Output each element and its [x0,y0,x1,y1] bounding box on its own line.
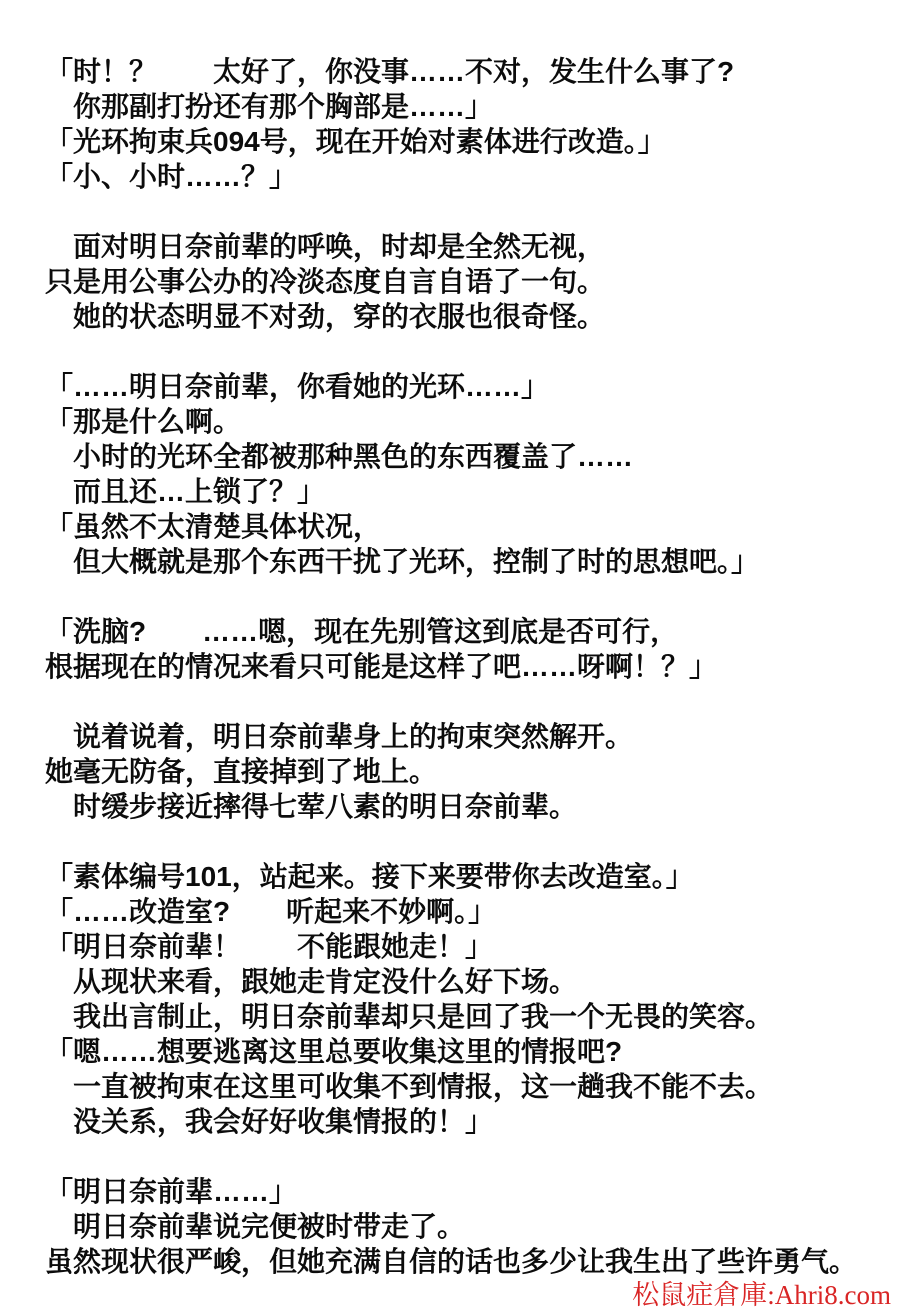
story-line: 「……改造室? 听起来不妙啊。」 [45,896,497,927]
story-line: 虽然现状很严峻，但她充满自信的话也多少让我生出了些许勇气。 [45,1246,858,1277]
paragraph-gap [45,334,885,369]
story-line: 而且还…上锁了？」 [45,476,326,507]
watermark: 松鼠症倉庫:Ahri8.com [632,1280,891,1310]
story-line: 时缓步接近摔得七荤八素的明日奈前辈。 [45,791,578,822]
story-line: 只是用公事公办的冷淡态度自言自语了一句。 [45,266,606,297]
story-line: 明日奈前辈说完便被时带走了。 [45,1211,466,1242]
story-line: 「光环拘束兵094号，现在开始对素体进行改造。」 [45,126,666,157]
story-line: 「明日奈前辈……」 [45,1176,298,1207]
story-line: 「素体编号101，站起来。接下来要带你去改造室。」 [45,861,694,892]
story-line: 「……明日奈前辈，你看她的光环……」 [45,371,550,402]
story-text [45,54,885,1279]
paragraph-gap [45,1139,885,1174]
story-line: 面对明日奈前辈的呼唤，时却是全然无视， [45,231,606,262]
story-line: 她毫无防备，直接掉到了地上。 [45,756,438,787]
story-line: 没关系，我会好好收集情报的！」 [45,1106,494,1137]
story-line: 你那副打扮还有那个胸部是……」 [45,91,494,122]
story-line: 「小、小时……？」 [45,161,298,192]
story-line: 根据现在的情况来看只可能是这样了吧……呀啊！？」 [45,651,718,682]
paragraph-gap [45,684,885,719]
story-line: 「洗脑? ……嗯，现在先别管这到底是否可行， [45,616,679,647]
paragraph-gap [45,579,885,614]
story-line: 从现状来看，跟她走肯定没什么好下场。 [45,966,578,997]
story-line: 小时的光环全都被那种黑色的东西覆盖了…… [45,441,634,472]
paragraph-gap [45,824,885,859]
story-line: 「时！？ 太好了，你没事……不对，发生什么事了? [45,56,735,87]
story-line: 说着说着，明日奈前辈身上的拘束突然解开。 [45,721,634,752]
story-line: 「虽然不太清楚具体状况， [45,511,382,542]
story-line: 一直被拘束在这里可收集不到情报，这一趟我不能不去。 [45,1071,774,1102]
story-line: 但大概就是那个东西干扰了光环，控制了时的思想吧。」 [45,546,760,577]
story-line: 「明日奈前辈！ 不能跟她走！」 [45,931,494,962]
story-line: 我出言制止，明日奈前辈却只是回了我一个无畏的笑容。 [45,1001,774,1032]
story-line: 「嗯……想要逃离这里总要收集这里的情报吧? [45,1036,623,1067]
story-line: 「那是什么啊。 [45,406,242,437]
story-line: 她的状态明显不对劲，穿的衣服也很奇怪。 [45,301,606,332]
paragraph-gap [45,194,885,229]
